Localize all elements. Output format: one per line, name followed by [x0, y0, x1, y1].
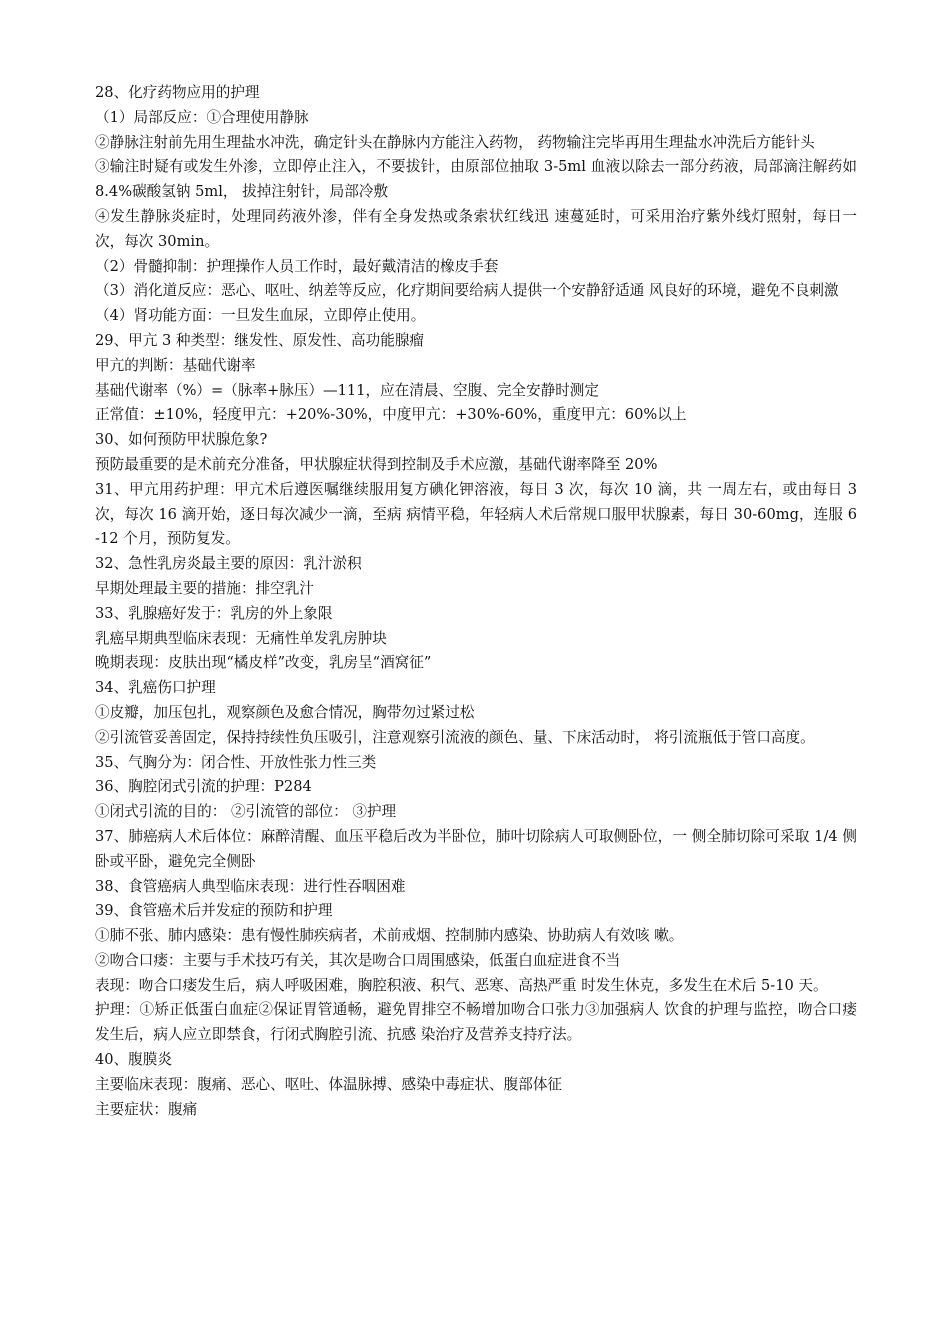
paragraph-line: ①皮瓣，加压包扎，观察颜色及愈合情况，胸带勿过紧过松 [95, 703, 475, 721]
paragraph-line: ①闭式引流的目的： ②引流管的部位： ③护理 [95, 803, 397, 821]
paragraph-line: 基础代谢率（%）=（脉率+脉压）—111，应在清晨、空腹、完全安静时测定 [95, 381, 599, 399]
paragraph-line: 乳癌早期典型临床表现：无痛性单发乳房肿块 [95, 629, 387, 647]
paragraph-line: （2）骨髓抑制：护理操作人员工作时，最好戴清洁的橡皮手套 [95, 257, 499, 275]
paragraph-line: （4）肾功能方面：一旦发生血尿，立即停止使用。 [95, 307, 426, 325]
paragraph-line: ③输注时疑有或发生外渗，立即停止注入，不要拔针，由原部位抽取 3-5ml 血液以除去一部分药液，局部滴注解药如 8.4%碳酸氢钠 5ml， 拔掉注射针，局部冷敷 [95, 158, 857, 201]
paragraph-line: 正常值：±10%，轻度甲亢：+20%-30%，中度甲亢：+30%-60%，重度甲亢：60%以上 [95, 406, 687, 424]
heading-32: 32、急性乳房炎最主要的原因：乳汁淤积 [95, 555, 362, 573]
heading-31: 31、甲亢用药护理：甲亢术后遵医嘱继续服用复方碘化钾溶液，每日 3 次，每次 10 滴，共 一周左右，或由每日 3 次，每次 16 滴开始，逐日每次减少一滴，至病 病情平稳，年轻病人术后常规口服甲状腺素，每日 30-60mg，连服 6-12 个月，预防复发。 [95, 480, 857, 548]
heading-40: 40、腹膜炎 [95, 1051, 172, 1069]
paragraph-line: 甲亢的判断：基础代谢率 [95, 356, 256, 374]
heading-34: 34、乳癌伤口护理 [95, 679, 216, 697]
paragraph-line: 晚期表现：皮肤出现“橘皮样”改变，乳房呈“酒窝征” [95, 654, 432, 672]
heading-35: 35、气胸分为：闭合性、开放性张力性三类 [95, 753, 377, 771]
paragraph-line: （1）局部反应：①合理使用静脉 [95, 108, 309, 126]
paragraph-line: 护理：①矫正低蛋白血症②保证胃管通畅，避免胃排空不畅增加吻合口张力③加强病人 饮食的护理与监控，吻合口瘘发生后，病人应立即禁食，行闭式胸腔引流、抗感 染治疗及营养支持疗法。 [95, 1001, 857, 1044]
paragraph-line: 主要临床表现：腹痛、恶心、呕吐、体温脉搏、感染中毒症状、腹部体征 [95, 1075, 563, 1093]
paragraph-line: （3）消化道反应：恶心、呕吐、纳差等反应，化疗期间要给病人提供一个安静舒适通 风良好的环境，避免不良刺激 [95, 282, 839, 300]
paragraph-line: ②引流管妥善固定，保持持续性负压吸引，注意观察引流液的颜色、量、下床活动时， 将引流瓶低于管口高度。 [95, 728, 815, 746]
heading-29: 29、甲亢 3 种类型：继发性、原发性、高功能腺瘤 [95, 331, 425, 349]
heading-33: 33、乳腺癌好发于：乳房的外上象限 [95, 604, 333, 622]
paragraph-line: ④发生静脉炎症时，处理同药液外渗，伴有全身发热或条索状红线迅 速蔓延时，可采用治疗紫外线灯照射，每日一次，每次 30min。 [95, 207, 857, 250]
paragraph-line: 早期处理最主要的措施：排空乳汁 [95, 579, 314, 597]
heading-39: 39、食管癌术后并发症的预防和护理 [95, 902, 333, 920]
heading-30: 30、如何预防甲状腺危象? [95, 431, 268, 449]
heading-36: 36、胸腔闭式引流的护理：P284 [95, 778, 312, 796]
paragraph-line: ②静脉注射前先用生理盐水冲洗，确定针头在静脉内方能注入药物， 药物输注完毕再用生理盐水冲洗后方能针头 [95, 133, 815, 151]
heading-37: 37、肺癌病人术后体位：麻醉清醒、血压平稳后改为半卧位，肺叶切除病人可取侧卧位，一 侧全肺切除可采取 1/4 侧卧或平卧，避免完全侧卧 [95, 827, 857, 870]
paragraph-line: ②吻合口瘘：主要与手术技巧有关，其次是吻合口周围感染，低蛋白血症进食不当 [95, 951, 621, 969]
paragraph-line: 主要症状：腹痛 [95, 1100, 198, 1118]
paragraph-line: ①肺不张、肺内感染：患有慢性肺疾病者，术前戒烟、控制肺内感染、协助病人有效咳 嗽。 [95, 927, 684, 945]
document-page [95, 81, 857, 1122]
heading-28: 28、化疗药物应用的护理 [95, 84, 260, 101]
heading-38: 38、食管癌病人典型临床表现：进行性吞咽困难 [95, 877, 406, 895]
paragraph-line: 表现：吻合口瘘发生后，病人呼吸困难，胸腔积液、积气、恶寒、高热严重 时发生休克，多发生在术后 5-10 天。 [95, 976, 828, 994]
paragraph-line: 预防最重要的是术前充分准备，甲状腺症状得到控制及手术应激，基础代谢率降至 20% [95, 455, 658, 473]
